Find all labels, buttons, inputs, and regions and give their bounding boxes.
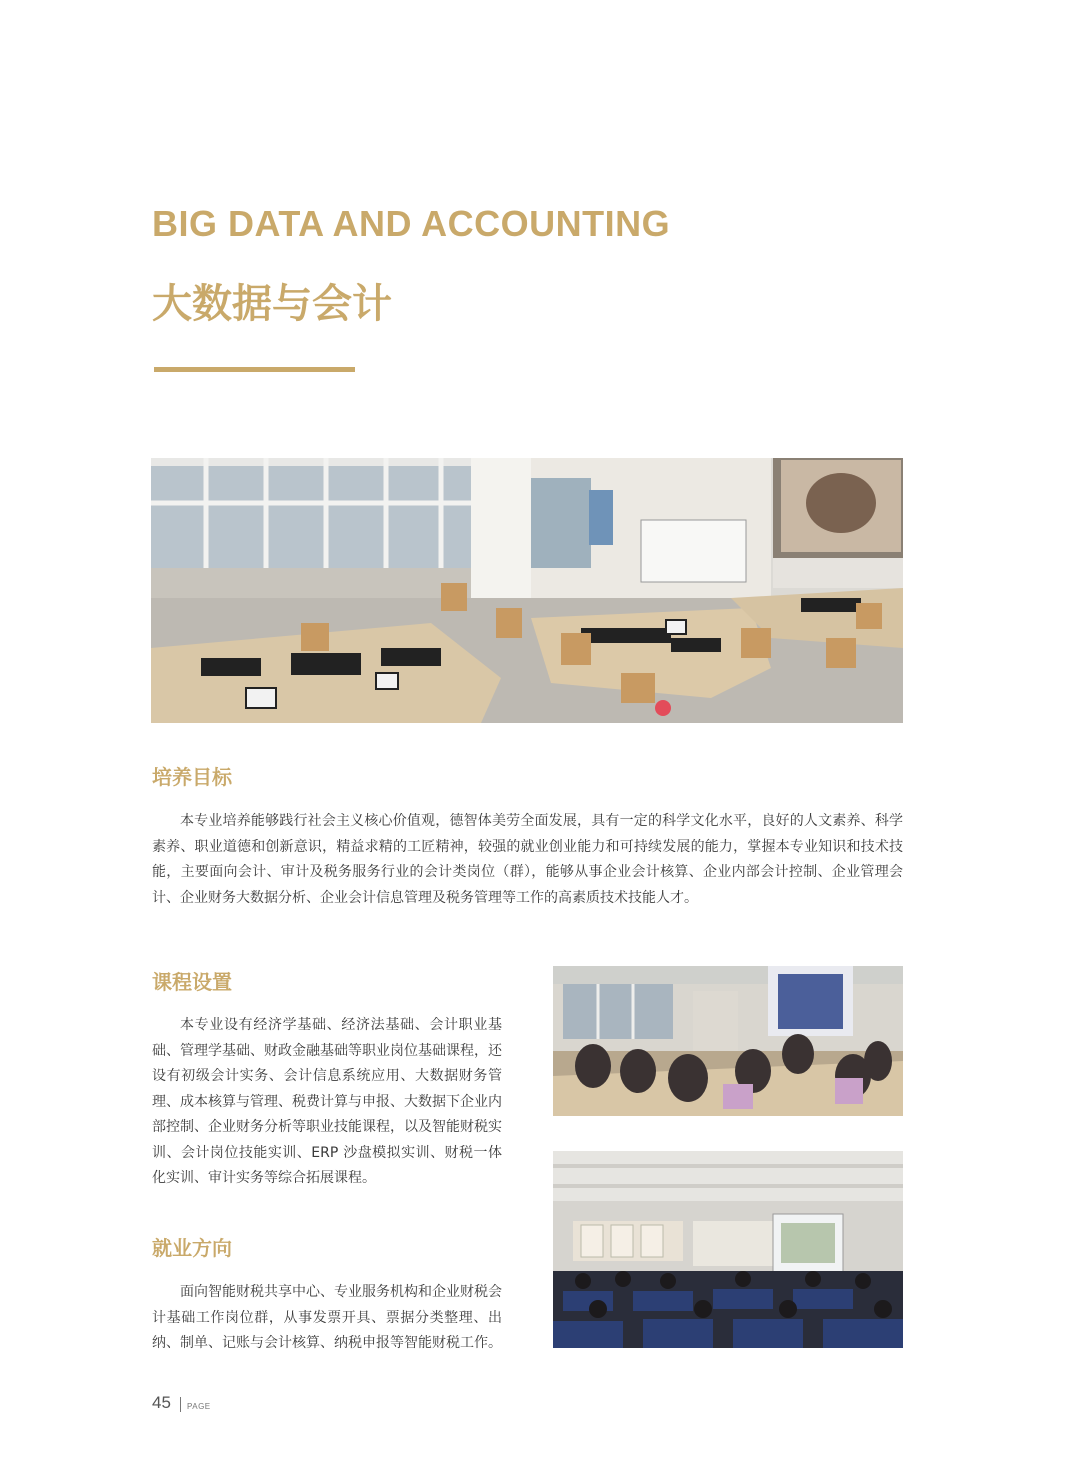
title-english: BIG DATA AND ACCOUNTING — [152, 203, 671, 244]
objective-title: 培养目标 — [152, 765, 232, 789]
computer-lab-photo — [151, 458, 903, 723]
employment-body: 面向智能财税共享中心、专业服务机构和企业财税会计基础工作岗位群，从事发票开具、票据分类整理、出纳、制单、记账与会计核算、纳税申报等智能财税工作。 — [152, 1284, 502, 1351]
employment-title: 就业方向 — [152, 1236, 232, 1260]
objective-body: 本专业培养能够践行社会主义核心价值观，德智体美劳全面发展，具有一定的科学文化水平，良好的人文素养、科学素养、职业道德和创新意识，精益求精的工匠精神，较强的就业创业能力和可持续发展的能力，掌握本专业知识和技术技能，主要面向会计、审计及税务服务行业的会计类岗位（群），能够从事企业会计核算、企业内部会计控制、企业管理会计、企业财务大数据分析、企业会计信息管理及税务管理等工作的高素质技术技能人才。 — [152, 813, 903, 906]
footer-divider — [180, 1397, 181, 1412]
page-number: 45 — [152, 1393, 171, 1412]
lecture-hall-photo — [553, 1151, 903, 1348]
title-chinese: 大数据与会计 — [152, 281, 392, 327]
title-divider — [154, 367, 355, 372]
page-label: PAGE — [187, 1402, 211, 1411]
courses-body: 本专业设有经济学基础、经济法基础、会计职业基础、管理学基础、财政金融基础等职业岗位基础课程，还设有初级会计实务、会计信息系统应用、大数据财务管理、成本核算与管理、税费计算与申报、大数据下企业内部控制、企业财务分析等职业技能课程，以及智能财税实训、会计岗位技能实训、ERP 沙盘模拟实训、财税一体化实训、审计实务等综合拓展课程。 — [152, 1017, 502, 1186]
courses-title: 课程设置 — [152, 970, 232, 994]
classroom-photo — [553, 966, 903, 1116]
